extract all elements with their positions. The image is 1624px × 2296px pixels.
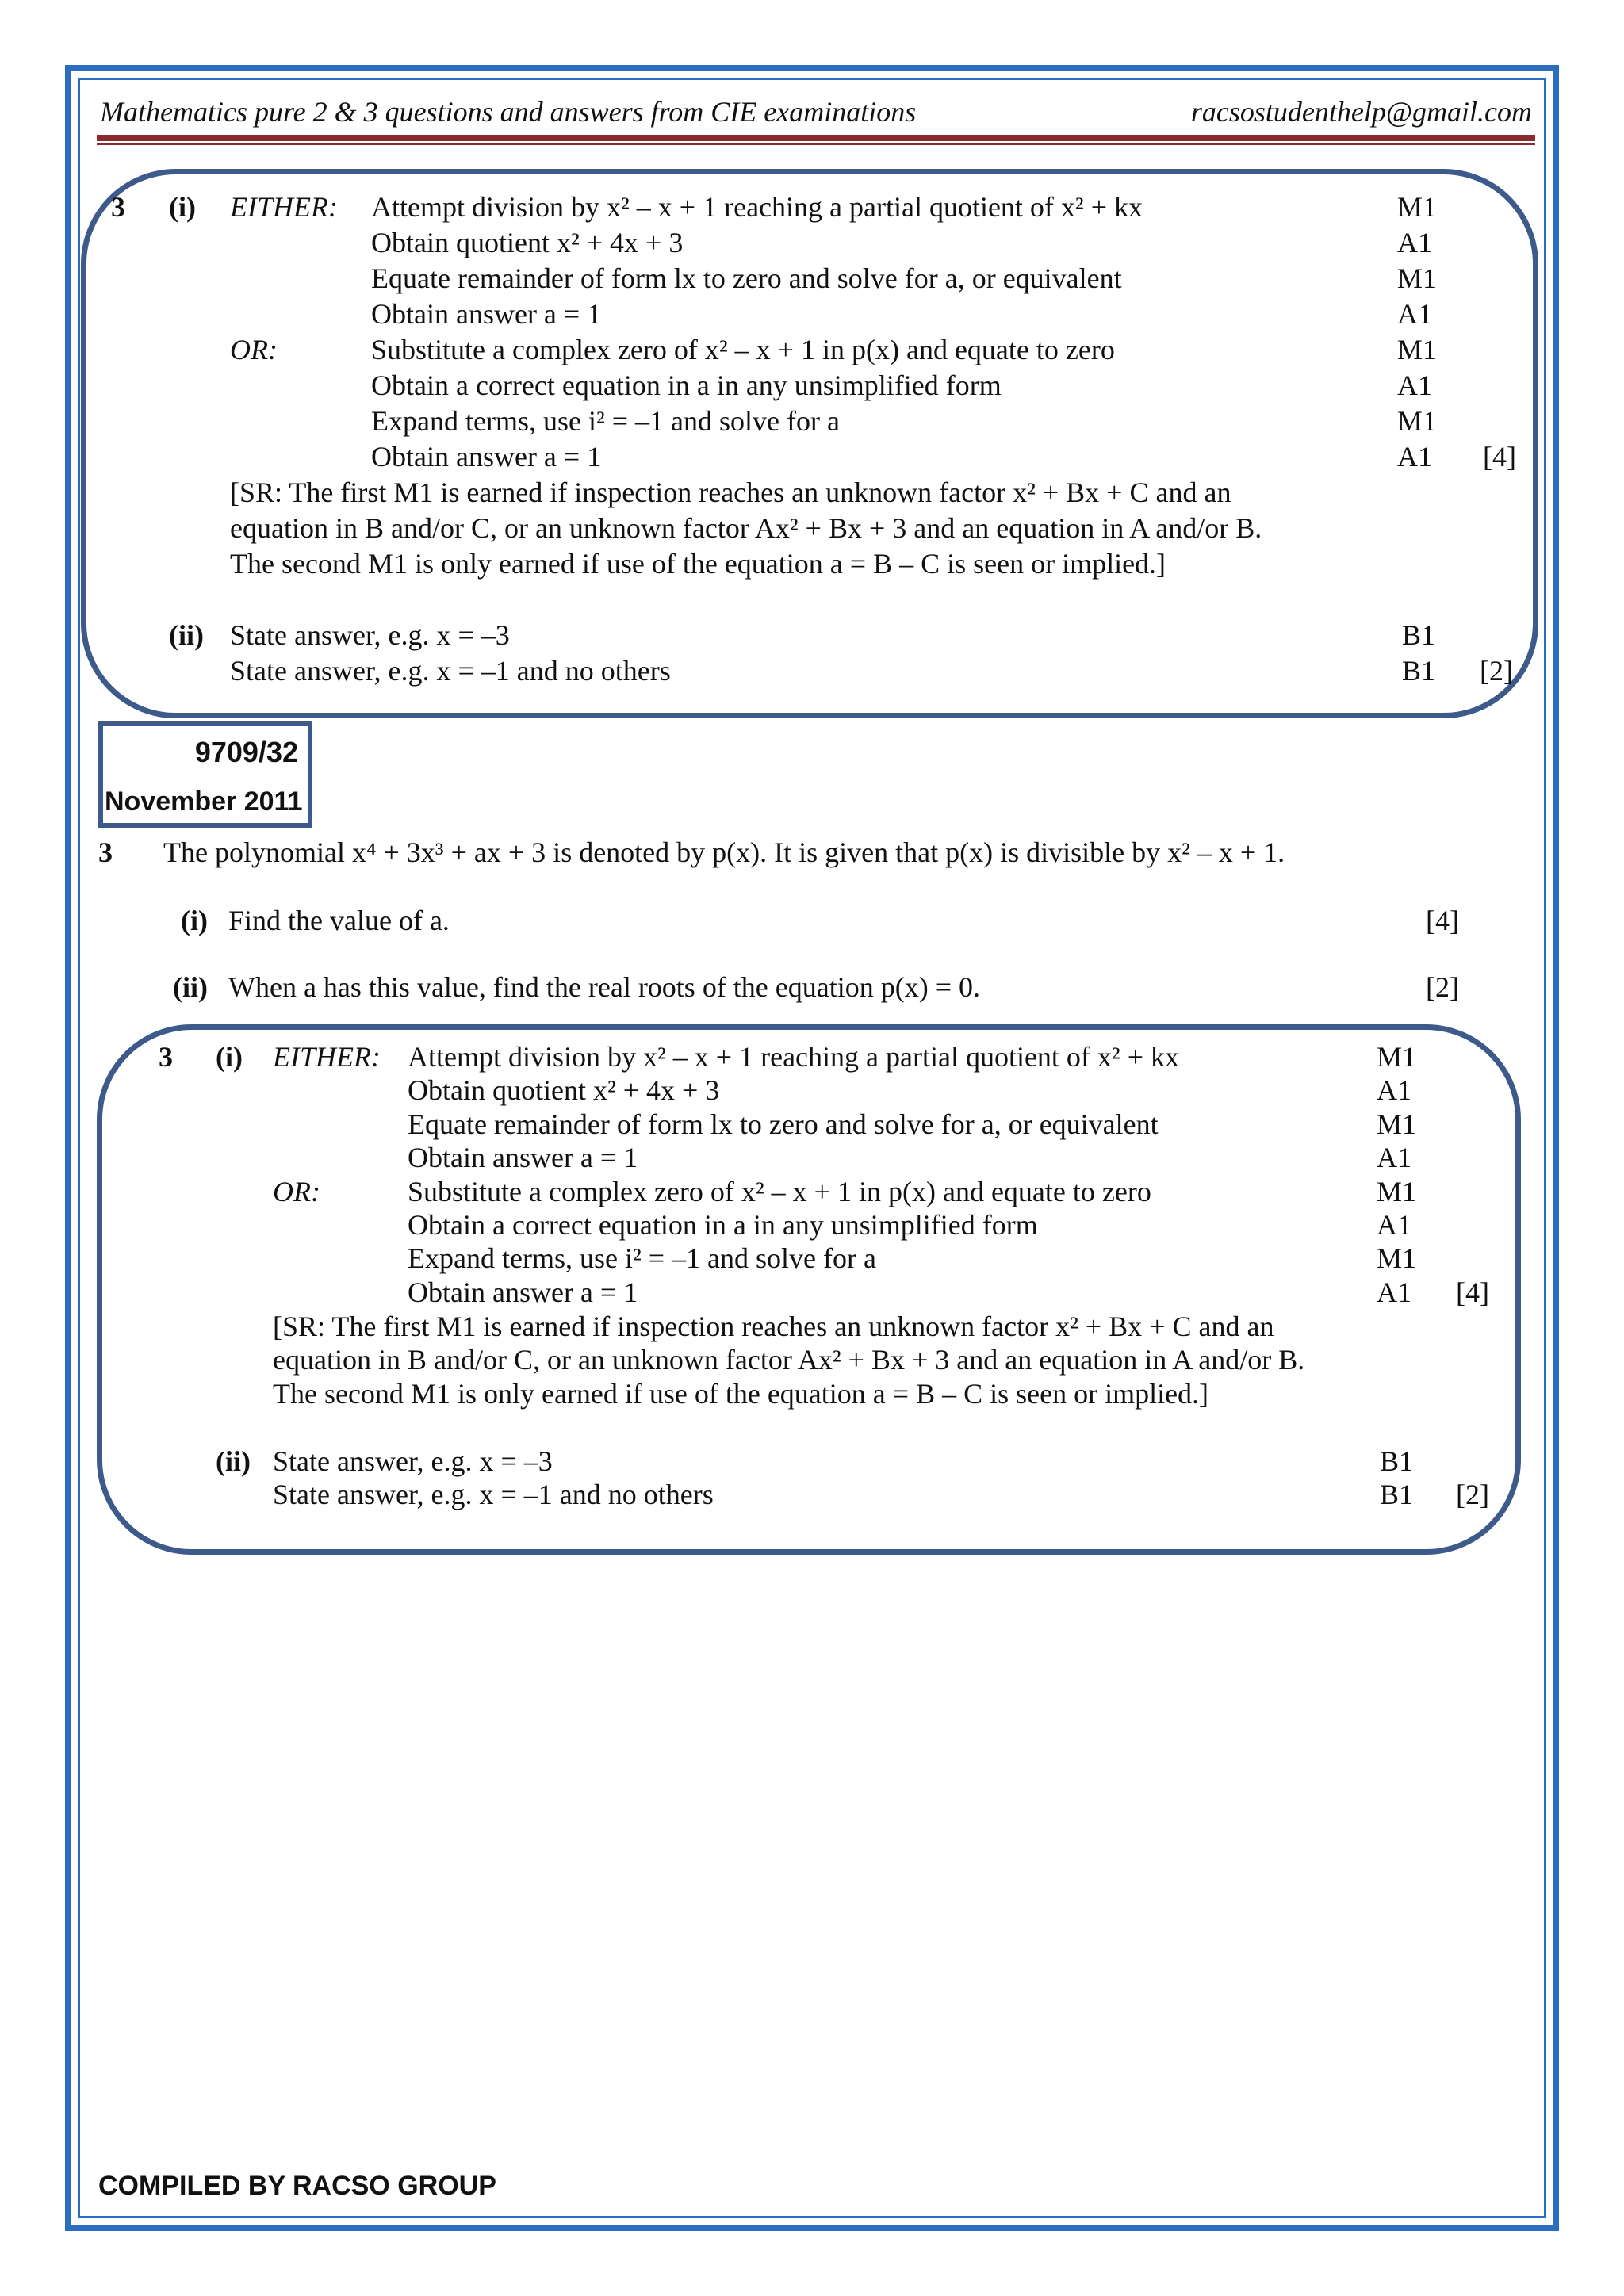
footer-credit: COMPILED BY RACSO GROUP xyxy=(98,2171,496,2201)
scheme-line: Expand terms, use i² = –1 and solve for a xyxy=(371,405,840,437)
scheme-line: Substitute a complex zero of x² – x + 1 in p(x) and equate to zero xyxy=(371,334,1115,365)
mark-code: A1 xyxy=(1397,441,1432,473)
scheme-line: Obtain quotient x² + 4x + 3 xyxy=(371,227,684,258)
scheme-line: State answer, e.g. x = –1 and no others xyxy=(273,1479,714,1510)
mark-code: A1 xyxy=(1397,298,1432,330)
scheme-line: Obtain answer a = 1 xyxy=(408,1276,638,1308)
special-ruling-line: equation in B and/or C, or an unknown factor Ax² + Bx + 3 and an equation in A and/or B. xyxy=(230,512,1262,544)
mark-code: A1 xyxy=(1377,1209,1411,1241)
mark-code: A1 xyxy=(1397,227,1432,258)
question-part-marks: [2] xyxy=(1426,971,1459,1003)
scheme-line: State answer, e.g. x = –3 xyxy=(273,1445,553,1477)
part-label: (i) xyxy=(181,905,208,936)
mark-code: A1 xyxy=(1397,369,1432,401)
mark-code: M1 xyxy=(1377,1041,1417,1073)
scheme-line: Obtain a correct equation in a in any unsimplified form xyxy=(408,1209,1038,1241)
question-number: 3 xyxy=(98,836,113,868)
mark-code: A1 xyxy=(1377,1142,1411,1173)
scheme-line: State answer, e.g. x = –1 and no others xyxy=(230,655,671,687)
part-label: (i) xyxy=(169,191,196,223)
special-ruling-line: [SR: The first M1 is earned if inspection reaches an unknown factor x² + Bx + C and an xyxy=(273,1311,1274,1342)
header-rule xyxy=(97,135,1535,141)
scheme-line: Obtain a correct equation in a in any unsimplified form xyxy=(371,369,1002,401)
mark-code: B1 xyxy=(1402,655,1436,687)
scheme-line: State answer, e.g. x = –3 xyxy=(230,619,510,651)
paper-session: November 2011 xyxy=(105,786,303,817)
part-label: (i) xyxy=(216,1041,243,1073)
or-label: OR: xyxy=(273,1176,320,1207)
either-label: EITHER: xyxy=(273,1041,381,1073)
mark-code: M1 xyxy=(1397,191,1438,223)
header-email: racsostudenthelp@gmail.com xyxy=(1190,96,1532,128)
or-label: OR: xyxy=(230,334,278,365)
part-total: [2] xyxy=(1480,655,1513,687)
special-ruling-line: The second M1 is only earned if use of the equation a = B – C is seen or implied.] xyxy=(230,548,1166,580)
question-number: 3 xyxy=(159,1041,173,1073)
special-ruling-line: The second M1 is only earned if use of the equation a = B – C is seen or implied.] xyxy=(273,1378,1209,1410)
scheme-line: Obtain answer a = 1 xyxy=(371,298,602,330)
part-label: (ii) xyxy=(169,619,204,651)
mark-code: B1 xyxy=(1402,619,1436,651)
scheme-line: Equate remainder of form lx to zero and solve for a, or equivalent xyxy=(408,1108,1159,1140)
paper-code: 9709/32 xyxy=(194,736,298,768)
question-part-text: When a has this value, find the real roots of the equation p(x) = 0. xyxy=(228,971,981,1003)
question-part-marks: [4] xyxy=(1426,905,1459,936)
part-total: [4] xyxy=(1456,1276,1489,1308)
part-total: [4] xyxy=(1483,441,1516,473)
mark-code: A1 xyxy=(1377,1276,1411,1308)
question-number: 3 xyxy=(111,191,125,223)
mark-code: M1 xyxy=(1397,334,1438,365)
special-ruling-line: equation in B and/or C, or an unknown factor Ax² + Bx + 3 and an equation in A and/or B. xyxy=(273,1344,1305,1376)
either-label: EITHER: xyxy=(230,191,338,223)
part-label: (ii) xyxy=(173,971,208,1003)
mark-code: B1 xyxy=(1380,1479,1414,1510)
question-part-text: Find the value of a. xyxy=(228,905,450,936)
scheme-line: Attempt division by x² – x + 1 reaching a partial quotient of x² + kx xyxy=(408,1041,1180,1073)
question-stem: The polynomial x⁴ + 3x³ + ax + 3 is denoted by p(x). It is given that p(x) is divisible by x² – x + 1. xyxy=(163,836,1285,868)
scheme-line: Substitute a complex zero of x² – x + 1 in p(x) and equate to zero xyxy=(408,1176,1151,1207)
mark-code: M1 xyxy=(1397,262,1438,294)
mark-code: M1 xyxy=(1377,1176,1417,1207)
mark-code: M1 xyxy=(1377,1108,1417,1140)
header-title: Mathematics pure 2 & 3 questions and answers from CIE examinations xyxy=(100,96,917,128)
scheme-line: Obtain quotient x² + 4x + 3 xyxy=(408,1074,720,1106)
special-ruling-line: [SR: The first M1 is earned if inspection reaches an unknown factor x² + Bx + C and an xyxy=(230,476,1231,508)
scheme-line: Expand terms, use i² = –1 and solve for a xyxy=(408,1242,876,1274)
header-rule-thin xyxy=(97,144,1535,145)
mark-code: B1 xyxy=(1380,1445,1414,1477)
part-total: [2] xyxy=(1456,1479,1489,1510)
mark-code: A1 xyxy=(1377,1074,1411,1106)
scheme-line: Equate remainder of form lx to zero and solve for a, or equivalent xyxy=(371,262,1122,294)
part-label: (ii) xyxy=(216,1445,251,1477)
scheme-line: Obtain answer a = 1 xyxy=(408,1142,638,1173)
mark-code: M1 xyxy=(1377,1242,1417,1274)
scheme-line: Obtain answer a = 1 xyxy=(371,441,602,473)
scheme-line: Attempt division by x² – x + 1 reaching a partial quotient of x² + kx xyxy=(371,191,1143,223)
mark-code: M1 xyxy=(1397,405,1438,437)
paper-reference-box xyxy=(98,721,312,828)
